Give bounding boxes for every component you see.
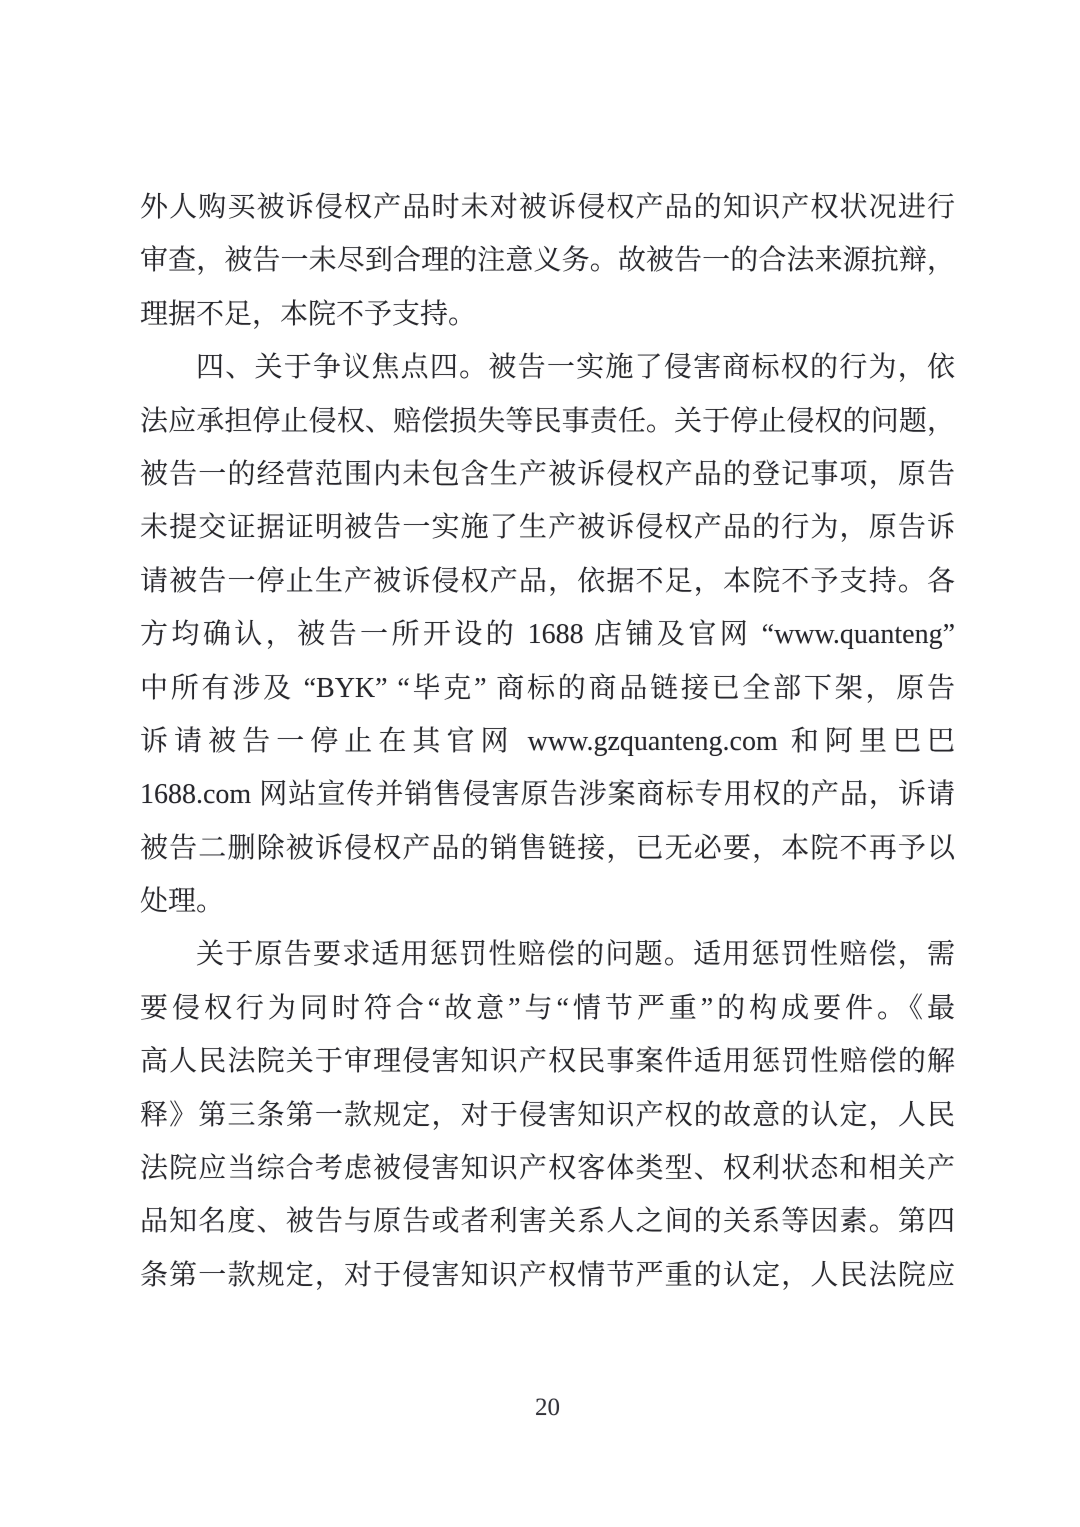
text-line: 四、关于争议焦点四。被告一实施了侵害商标权的行为，依 — [196, 352, 955, 384]
text-line: 法院应当综合考虑被侵害知识产权客体类型、权利状态和相关产 — [140, 1153, 955, 1185]
page-footer — [140, 1392, 955, 1424]
text-line: 高人民法院关于审理侵害知识产权民事案件适用惩罚性赔偿的解 — [140, 1046, 955, 1078]
text-line: 被告一的经营范围内未包含生产被诉侵权产品的登记事项，原告 — [140, 458, 955, 490]
text-line: 条第一款规定，对于侵害知识产权情节严重的认定，人民法院应 — [140, 1259, 955, 1291]
page-number: 20 — [535, 1394, 560, 1421]
text-line: 要侵权行为同时符合“故意”与“情节严重”的构成要件。《最 — [140, 992, 955, 1024]
text-line: 中所有涉及 “BYK” “毕克” 商标的商品链接已全部下架，原告 — [140, 672, 955, 704]
text-line: 理据不足，本院不予支持。 — [140, 298, 477, 330]
text-line: 法应承担停止侵权、赔偿损失等民事责任。关于停止侵权的问题， — [140, 405, 955, 437]
text-line: 审查，被告一未尽到合理的注意义务。故被告一的合法来源抗辩， — [140, 245, 955, 277]
text-line: 方均确认，被告一所开设的 1688 店铺及官网 “www.quanteng” — [140, 619, 955, 651]
document-body — [140, 181, 955, 1302]
text-line: 被告二删除被诉侵权产品的销售链接，已无必要，本院不再予以 — [140, 832, 955, 864]
text-line: 品知名度、被告与原告或者利害关系人之间的关系等因素。第四 — [140, 1206, 955, 1238]
text-line: 处理。 — [140, 886, 225, 918]
text-line: 1688.com 网站宣传并销售侵害原告涉案商标专用权的产品，诉请 — [140, 779, 955, 811]
text-line: 释》第三条第一款规定，对于侵害知识产权的故意的认定，人民 — [140, 1099, 955, 1131]
text-line: 诉请被告一停止在其官网 www.gzquanteng.com 和阿里巴巴 — [140, 725, 955, 757]
text-line: 请被告一停止生产被诉侵权产品，依据不足，本院不予支持。各 — [140, 565, 955, 597]
text-line: 关于原告要求适用惩罚性赔偿的问题。适用惩罚性赔偿，需 — [196, 939, 955, 971]
text-line: 未提交证据证明被告一实施了生产被诉侵权产品的行为，原告诉 — [140, 512, 955, 544]
text-line: 外人购买被诉侵权产品时未对被诉侵权产品的知识产权状况进行 — [140, 192, 955, 223]
